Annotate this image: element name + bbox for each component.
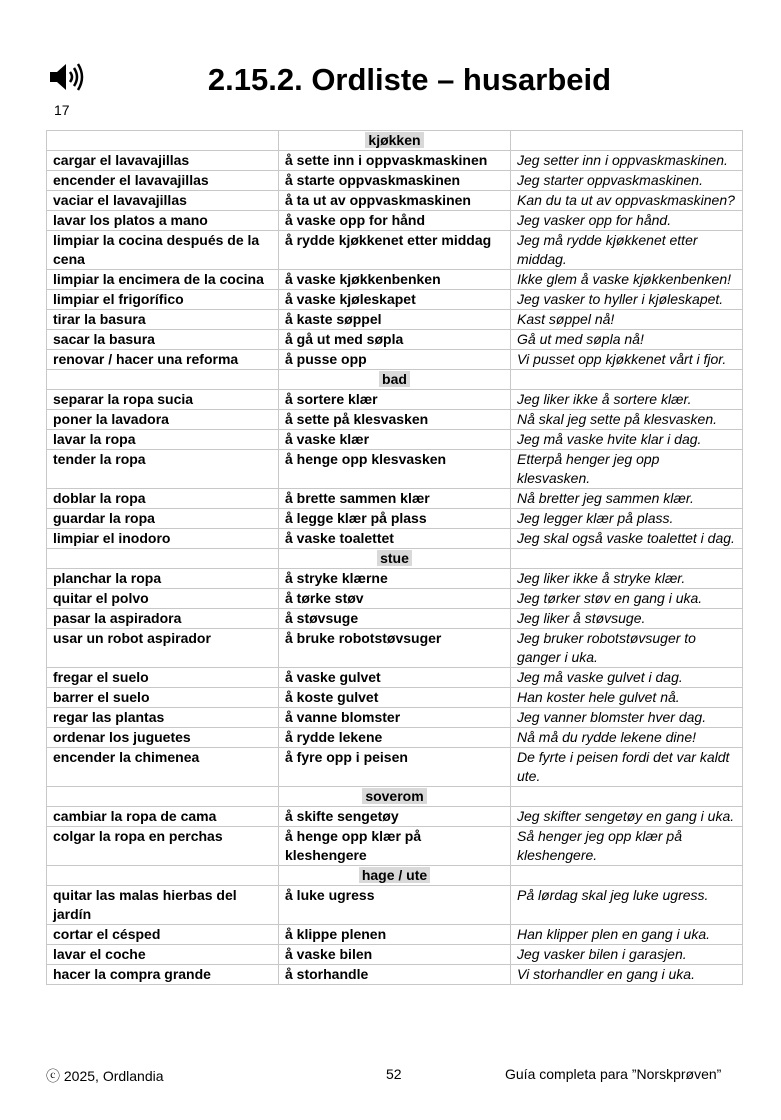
example-sentence: Jeg må vaske hvite klar i dag.	[511, 430, 743, 450]
table-row	[47, 171, 743, 191]
spanish-term: pasar la aspiradora	[47, 609, 279, 629]
spanish-term: ordenar los juguetes	[47, 728, 279, 748]
example-sentence: Jeg må rydde kjøkkenet etter middag.	[511, 231, 743, 270]
section-header-row	[47, 787, 743, 807]
section-label: stue	[377, 550, 412, 566]
example-sentence: Jeg vasker bilen i garasjen.	[511, 945, 743, 965]
table-row	[47, 350, 743, 370]
example-sentence: Han klipper plen en gang i uka.	[511, 925, 743, 945]
norwegian-term: å vaske gulvet	[279, 668, 511, 688]
footer-page-number: 52	[386, 1066, 402, 1082]
example-sentence: Jeg vasker to hyller i kjøleskapet.	[511, 290, 743, 310]
spanish-term: limpiar la cocina después de la cena	[47, 231, 279, 270]
vocabulary-table	[46, 130, 743, 985]
table-row	[47, 807, 743, 827]
example-sentence: Jeg vasker opp for hånd.	[511, 211, 743, 231]
table-row	[47, 688, 743, 708]
section-header-row	[47, 370, 743, 390]
table-row	[47, 965, 743, 985]
example-sentence: På lørdag skal jeg luke ugress.	[511, 886, 743, 925]
norwegian-term: å skifte sengetøy	[279, 807, 511, 827]
section-spacer-cell	[47, 131, 279, 151]
footer-copyright: ⓒ 2025, Ordlandia	[46, 1068, 164, 1084]
spanish-term: cargar el lavavajillas	[47, 151, 279, 171]
table-row	[47, 945, 743, 965]
example-sentence: Jeg starter oppvaskmaskinen.	[511, 171, 743, 191]
example-sentence: Så henger jeg opp klær på kleshengere.	[511, 827, 743, 866]
table-row	[47, 450, 743, 489]
table-row	[47, 290, 743, 310]
spanish-term: lavar la ropa	[47, 430, 279, 450]
table-row	[47, 569, 743, 589]
example-sentence: Nå bretter jeg sammen klær.	[511, 489, 743, 509]
example-sentence: Kast søppel nå!	[511, 310, 743, 330]
section-header-cell	[279, 549, 511, 569]
example-sentence: Vi storhandler en gang i uka.	[511, 965, 743, 985]
spanish-term: colgar la ropa en perchas	[47, 827, 279, 866]
spanish-term: regar las plantas	[47, 708, 279, 728]
table-row	[47, 609, 743, 629]
example-sentence: Han koster hele gulvet nå.	[511, 688, 743, 708]
spanish-term: guardar la ropa	[47, 509, 279, 529]
norwegian-term: å sette inn i oppvaskmaskinen	[279, 151, 511, 171]
table-row	[47, 629, 743, 668]
norwegian-term: å henge opp klær på kleshengere	[279, 827, 511, 866]
spanish-term: encender el lavavajillas	[47, 171, 279, 191]
example-sentence: Gå ut med søpla nå!	[511, 330, 743, 350]
spanish-term: limpiar el inodoro	[47, 529, 279, 549]
norwegian-term: å vaske toalettet	[279, 529, 511, 549]
spanish-term: quitar las malas hierbas del jardín	[47, 886, 279, 925]
section-spacer-cell	[511, 549, 743, 569]
spanish-term: lavar el coche	[47, 945, 279, 965]
norwegian-term: å legge klær på plass	[279, 509, 511, 529]
spanish-term: limpiar el frigorífico	[47, 290, 279, 310]
table-row	[47, 410, 743, 430]
norwegian-term: å henge opp klesvasken	[279, 450, 511, 489]
spanish-term: vaciar el lavavajillas	[47, 191, 279, 211]
audio-track-number: 17	[54, 102, 70, 118]
section-header-cell	[279, 866, 511, 886]
table-row	[47, 529, 743, 549]
spanish-term: doblar la ropa	[47, 489, 279, 509]
norwegian-term: å tørke støv	[279, 589, 511, 609]
page-title: 2.15.2. Ordliste – husarbeid	[207, 62, 612, 97]
example-sentence: Kan du ta ut av oppvaskmaskinen?	[511, 191, 743, 211]
norwegian-term: å vanne blomster	[279, 708, 511, 728]
norwegian-term: å vaske bilen	[279, 945, 511, 965]
norwegian-term: å ta ut av oppvaskmaskinen	[279, 191, 511, 211]
example-sentence: Jeg liker å støvsuge.	[511, 609, 743, 629]
norwegian-term: å vaske opp for hånd	[279, 211, 511, 231]
section-header-cell	[279, 787, 511, 807]
spanish-term: limpiar la encimera de la cocina	[47, 270, 279, 290]
section-spacer-cell	[47, 866, 279, 886]
section-spacer-cell	[47, 549, 279, 569]
norwegian-term: å kaste søppel	[279, 310, 511, 330]
norwegian-term: å pusse opp	[279, 350, 511, 370]
spanish-term: poner la lavadora	[47, 410, 279, 430]
table-row	[47, 489, 743, 509]
spanish-term: fregar el suelo	[47, 668, 279, 688]
example-sentence: Jeg liker ikke å sortere klær.	[511, 390, 743, 410]
norwegian-term: å rydde kjøkkenet etter middag	[279, 231, 511, 270]
norwegian-term: å vaske kjøleskapet	[279, 290, 511, 310]
table-row	[47, 509, 743, 529]
example-sentence: Jeg vanner blomster hver dag.	[511, 708, 743, 728]
spanish-term: lavar los platos a mano	[47, 211, 279, 231]
spanish-term: cortar el césped	[47, 925, 279, 945]
table-row	[47, 390, 743, 410]
example-sentence: Nå skal jeg sette på klesvasken.	[511, 410, 743, 430]
section-header-row	[47, 866, 743, 886]
norwegian-term: å koste gulvet	[279, 688, 511, 708]
spanish-term: quitar el polvo	[47, 589, 279, 609]
example-sentence: Jeg bruker robotstøvsuger to ganger i uka.	[511, 629, 743, 668]
norwegian-term: å vaske klær	[279, 430, 511, 450]
norwegian-term: å sette på klesvasken	[279, 410, 511, 430]
table-row	[47, 886, 743, 925]
section-label: bad	[379, 371, 410, 387]
section-spacer-cell	[511, 370, 743, 390]
section-spacer-cell	[511, 787, 743, 807]
norwegian-term: å klippe plenen	[279, 925, 511, 945]
spanish-term: tender la ropa	[47, 450, 279, 489]
table-row	[47, 708, 743, 728]
spanish-term: cambiar la ropa de cama	[47, 807, 279, 827]
spanish-term: hacer la compra grande	[47, 965, 279, 985]
spanish-term: sacar la basura	[47, 330, 279, 350]
footer-book-title: Guía completa para ”Norskprøven”	[505, 1066, 722, 1082]
example-sentence: Jeg må vaske gulvet i dag.	[511, 668, 743, 688]
example-sentence: Vi pusset opp kjøkkenet vårt i fjor.	[511, 350, 743, 370]
spanish-term: barrer el suelo	[47, 688, 279, 708]
spanish-term: tirar la basura	[47, 310, 279, 330]
table-row	[47, 827, 743, 866]
spanish-term: renovar / hacer una reforma	[47, 350, 279, 370]
norwegian-term: å storhandle	[279, 965, 511, 985]
norwegian-term: å fyre opp i peisen	[279, 748, 511, 787]
table-row	[47, 231, 743, 270]
norwegian-term: å gå ut med søpla	[279, 330, 511, 350]
example-sentence: Jeg skifter sengetøy en gang i uka.	[511, 807, 743, 827]
table-row	[47, 668, 743, 688]
norwegian-term: å stryke klærne	[279, 569, 511, 589]
section-spacer-cell	[511, 131, 743, 151]
norwegian-term: å rydde lekene	[279, 728, 511, 748]
section-spacer-cell	[511, 866, 743, 886]
section-header-row	[47, 549, 743, 569]
norwegian-term: å brette sammen klær	[279, 489, 511, 509]
example-sentence: Etterpå henger jeg opp klesvasken.	[511, 450, 743, 489]
table-row	[47, 728, 743, 748]
table-row	[47, 589, 743, 609]
norwegian-term: å starte oppvaskmaskinen	[279, 171, 511, 191]
example-sentence: Jeg skal også vaske toalettet i dag.	[511, 529, 743, 549]
table-row	[47, 748, 743, 787]
norwegian-term: å bruke robotstøvsuger	[279, 629, 511, 668]
example-sentence: Nå må du rydde lekene dine!	[511, 728, 743, 748]
example-sentence: Ikke glem å vaske kjøkkenbenken!	[511, 270, 743, 290]
section-header-cell	[279, 370, 511, 390]
section-spacer-cell	[47, 370, 279, 390]
table-row	[47, 430, 743, 450]
section-header-row	[47, 131, 743, 151]
spanish-term: encender la chimenea	[47, 748, 279, 787]
norwegian-term: å luke ugress	[279, 886, 511, 925]
table-row	[47, 151, 743, 171]
table-row	[47, 270, 743, 290]
example-sentence: Jeg setter inn i oppvaskmaskinen.	[511, 151, 743, 171]
example-sentence: Jeg tørker støv en gang i uka.	[511, 589, 743, 609]
norwegian-term: å sortere klær	[279, 390, 511, 410]
example-sentence: De fyrte i peisen fordi det var kaldt ute.	[511, 748, 743, 787]
table-row	[47, 925, 743, 945]
section-label: kjøkken	[365, 132, 423, 148]
spanish-term: planchar la ropa	[47, 569, 279, 589]
spanish-term: usar un robot aspirador	[47, 629, 279, 668]
section-spacer-cell	[47, 787, 279, 807]
section-label: hage / ute	[359, 867, 430, 883]
example-sentence: Jeg liker ikke å stryke klær.	[511, 569, 743, 589]
table-row	[47, 310, 743, 330]
section-label: soverom	[362, 788, 426, 804]
example-sentence: Jeg legger klær på plass.	[511, 509, 743, 529]
section-header-cell	[279, 131, 511, 151]
norwegian-term: å støvsuge	[279, 609, 511, 629]
table-row	[47, 191, 743, 211]
table-row	[47, 330, 743, 350]
norwegian-term: å vaske kjøkkenbenken	[279, 270, 511, 290]
spanish-term: separar la ropa sucia	[47, 390, 279, 410]
table-row	[47, 211, 743, 231]
